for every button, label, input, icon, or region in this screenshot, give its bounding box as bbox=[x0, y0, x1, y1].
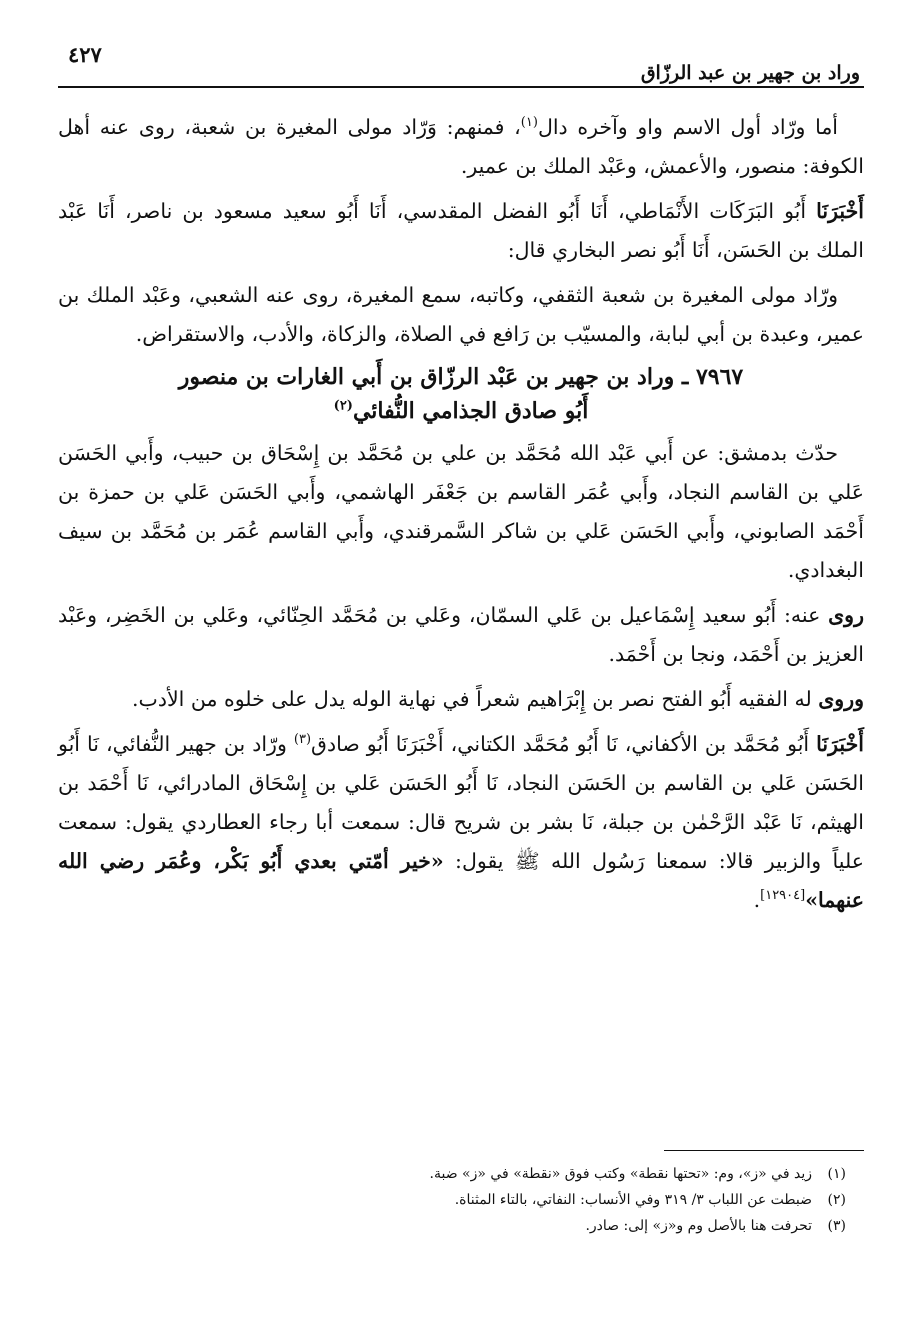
paragraph-1 bbox=[58, 108, 864, 186]
footnote-2 bbox=[58, 1187, 864, 1213]
isnad-lead: أَخْبَرَنَا bbox=[816, 732, 864, 756]
paragraph-text: له الفقيه أَبُو الفتح نصر بن إِبْرَاهيم شعراً في نهاية الوله يدل على خلوه من الأدب. bbox=[132, 687, 819, 711]
footnote-marker: (١) bbox=[520, 115, 538, 131]
footnote-number: (١) bbox=[827, 1166, 846, 1182]
footnotes bbox=[58, 1150, 864, 1239]
paragraph-5 bbox=[58, 596, 864, 674]
paragraph-end: . bbox=[753, 888, 761, 912]
paragraph-4 bbox=[58, 434, 864, 590]
footnote-number: (٣) bbox=[827, 1218, 846, 1234]
paragraph-6 bbox=[58, 680, 864, 719]
entry-heading bbox=[58, 360, 864, 428]
hadith-quote: «خير أمّتي بعدي أَبُو بَكْر، وعُمَر رضي الله عنهما» bbox=[58, 849, 864, 912]
paragraph-text: ورّاد مولى المغيرة بن شعبة الثقفي، وكاتبه، سمع المغيرة، روى عنه الشعبي، وعَبْد الملك بن عمير، وعبدة بن أبي لبابة، والمسيّب بن رَافع في الصلاة، والزكاة، والأدب، والاستقراض. bbox=[58, 283, 864, 346]
book-page bbox=[58, 40, 864, 1300]
footnote-number: (٢) bbox=[827, 1192, 846, 1208]
paragraph-lead: وروى bbox=[818, 687, 864, 711]
footnote-text: تحرفت هنا بالأصل وم و«ز» إلى: صادر. bbox=[585, 1218, 812, 1234]
footnote-marker: (٢) bbox=[333, 398, 353, 414]
footnote-text: زيد في «ز»، وم: «تحتها نقطة» وكتب فوق «نقطة» في «ز» ضبة. bbox=[429, 1166, 812, 1182]
paragraph-text: عنه: أَبُو سعيد إِسْمَاعيل بن عَلي السمّان، وعَلي بن مُحَمَّد الحِنّائي، وعَلي بن الخَضِر، وعَبْد العزيز بن أَحْمَد، ونجا بن أَحْمَد. bbox=[58, 603, 864, 666]
page-header bbox=[58, 40, 864, 88]
entry-heading-line-1: ٧٩٦٧ ـ وراد بن جهير بن عَبْد الرزّاق بن أَبي الغارات بن منصور bbox=[178, 364, 744, 390]
paragraph-text: أَبُو البَرَكَات الأَنْمَاطي، أَنَا أَبُو الفضل المقدسي، أَنَا أَبُو سعيد مسعود بن ناصر، أَنَا عَبْد الملك بن الحَسَن، أَنَا أَبُو نصر البخاري قال: bbox=[58, 199, 864, 262]
footnote-1 bbox=[58, 1161, 864, 1187]
entry-heading-name: أَبُو صادق الجذامي النُّفائي bbox=[352, 398, 589, 424]
isnad-lead: أَخْبَرَنَا bbox=[816, 199, 864, 223]
paragraph-3 bbox=[58, 276, 864, 354]
page-number: ٤٢٧ bbox=[68, 42, 102, 67]
running-title: وراد بن جهير بن عبد الرزّاق bbox=[640, 62, 860, 84]
paragraph-text: حدّث بدمشق: عن أَبي عَبْد الله مُحَمَّد بن علي بن مُحَمَّد بن إِسْحَاق بن حبيب، وأَبي الحَسَن عَلي بن القاسم النجاد، وأَبي عُمَر القاسم بن جَعْفَر الهاشمي، وأَبي الحَسَن عَلي بن حمزة بن أَحْمَد الصابوني، وأَبي الحَسَن عَلي بن شاكر السَّمرقندي، وأَبي القاسم عُمَر بن مُحَمَّد بن سيف البغدادي. bbox=[58, 441, 864, 582]
main-text bbox=[58, 108, 864, 920]
paragraph-text: ، فمنهم: وَرّاد مولى المغيرة بن شعبة، روى عنه أهل الكوفة: منصور، والأعمش، وعَبْد الملك بن عمير. bbox=[58, 115, 864, 178]
hadith-number: [١٢٩٠٤] bbox=[760, 888, 806, 904]
footnote-divider bbox=[664, 1150, 864, 1151]
paragraph-7 bbox=[58, 725, 864, 920]
paragraph-text: ورّاد بن جهير النُّفائي، نَا أَبُو الحَسَن عَلي بن القاسم بن الحَسَن النجاد، نَا أَبُو الحَسَن عَلي بن إِسْحَاق المادرائي، نَا أَحْمَد بن الهيثم، نَا عَبْد الرَّحْمٰن بن جبلة، نَا بشر بن شريح قال: سمعت أبا رجاء العطاردي يقول: سمعت علياً والزبير قالا: سمعنا رَسُول الله ﷺ يقول: bbox=[58, 732, 864, 873]
footnote-marker: (٣) bbox=[293, 732, 312, 748]
footnote-3 bbox=[58, 1213, 864, 1239]
paragraph-2 bbox=[58, 192, 864, 270]
paragraph-text: أَبُو مُحَمَّد بن الأكفاني، نَا أَبُو مُحَمَّد الكتاني، أَخْبَرَنَا أَبُو صادق bbox=[311, 732, 817, 756]
paragraph-text: أما ورّاد أول الاسم واو وآخره دال bbox=[537, 115, 838, 139]
paragraph-lead: روى bbox=[828, 603, 864, 627]
footnote-text: ضبطت عن اللباب ٣/ ٣١٩ وفي الأنساب: النفاتي، بالتاء المثناة. bbox=[454, 1192, 812, 1208]
entry-heading-line-2 bbox=[58, 394, 864, 428]
